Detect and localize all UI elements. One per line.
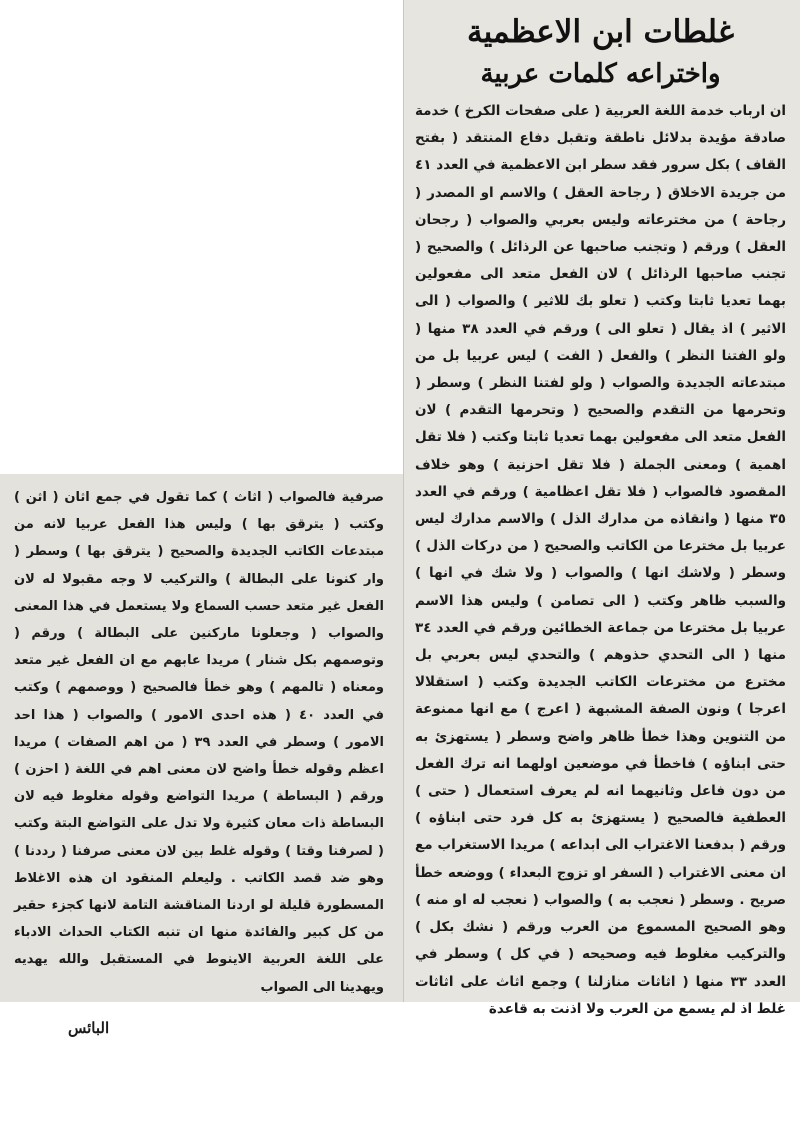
article-column-left bbox=[0, 474, 406, 1037]
article-subtitle: واختراعه كلمات عربية bbox=[480, 59, 721, 89]
author-signature: البائس bbox=[68, 1018, 110, 1037]
article-body-left: صرفية فالصواب ( اثاث ) كما تقول في جمع اثان ( اثن ) وكتب ( يترقق بها ) وليس هذا الفعل عربيا لانه من مبتدعات الكاتب الجديدة والصحيح ( يترقق بها ) وسطر ( وار كنونا على البطالة ) والتركيب لا وجه مقبولا له لان الفعل غير متعد حسب السماع ولا يستعمل في هذا المعنى والصواب ( وجعلونا ماركنين على البطالة ) ورقم ( وتوصمهم بكل شنار ) مريدا عابهم مع ان الفعل غير متعد ومعناه ( تالمهم ) وهو خطأ فالصحيح ( ووصمهم ) وكتب في العدد ٤٠ ( هذه احدى الامور ) والصواب ( هذا احد الامور ) وسطر في العدد ٣٩ ( من اهم الصفات ) مريدا اعظم وقوله خطأ واضح لان معنى اهم في اللغة ( احزن ) ورقم ( البساطة ) مريدا التواضع وقوله مغلوط فيه لان البساطة ذات معان كثيرة ولا تدل على التواضع البتة وكتب ( لصرفنا وقتا ) وقوله غلط بين لان معنى صرفنا ( رددنا ) وهو ضد قصد الكاتب . وليعلم المنقود ان هذه الاغلاط المسطورة قليلة لو اردنا المناقشة التامة لانها كجزء حقير من كل كبير والفائدة منها ان تنبه الكتاب الحداث الادباء على اللغة العربية الاينوط في المستقبل والله يهديه ويهدينا الى الصواب bbox=[14, 490, 384, 995]
article-column-right bbox=[403, 0, 800, 1017]
article-title: غلطات ابن الاعظمية bbox=[466, 14, 735, 50]
article-body-right: ان ارباب خدمة اللغة العربية ( على صفحات الكرخ ) خدمة صادقة مؤيدة بدلائل ناطقة وتقبل دفاع المنتقد ( بفتح القاف ) بكل سرور فقد سطر ابن الاعظمية في العدد ٤١ من جريدة الاخلاق ( رجاحة العقل ) والاسم او المصدر ( رجاحة ) من مخترعاته وليس بعربي والصواب ( رجحان العقل ) ورقم ( وتجنب صاحبها عن الرذائل ) والصحيح ( تجنب صاحبها الرذائل ) لان الفعل متعد الى مفعولين بهما تعديا ثابتا وكتب ( تعلو بك للاثير ) والصواب ( الى الاثير ) اذ يقال ( تعلو الى ) ورقم في العدد ٣٨ منها ( ولو الفتنا النظر ) والفعل ( الفت ) ليس عربيا بل من مبتدعاته الجديدة والصواب ( ولو لفتنا النظر ) وسطر ( وتحرمها من التقدم والصحيح ( وتحرمها التقدم ) لان الفعل متعد الى مفعولين بهما تعديا ثابتا وكتب ( فلا تقل اهمية ) ومعنى الجملة ( فلا تقل احزنية ) وهو خلاف المقصود فالصواب ( فلا تقل اعظامية ) ورقم في العدد ٣٥ منها ( وانقاذه من مدارك الذل ) والاسم مدارك ليس عربيا بل مخترعا من الكاتب والصحيح ( من دركات الذل ) وسطر ( ولاشك انها ) والصواب ( ولا شك في انها ) والسبب ظاهر وكتب ( الى تصامن ) وليس هذا الاسم عربيا بل مخترعا من جماعة الخطائين ورقم في العدد ٣٤ منها ( الى التحدي حذوهم ) والتحدي ليس بعربي بل مخترع من مخترعات الكاتب الجديدة وكتب ( استقلالا اعرجا ) ونون الصفة المشبهة ( اعرج ) مع انها ممنوعة من التنوين وهذا خطأ ظاهر واضح وسطر ( يستهزئ به حتى ابناؤه ) فاخطأ في موضعين اولهما انه ترك الفعل من دون فاعل وثانيهما انه لم يعرف استعمال ( حتى ) العطفية فالصحيح ( يستهزئ به كل فرد حتى ابناؤه ) ورقم ( بدفعنا الاغتراب الى ابداعه ) مريدا الاستغراب مع ان معنى الاغتراب ( السفر او تزوج البعداء ) ووضعه خطأ صريح . وسطر ( نعجب به ) والصواب ( نعجب له او منه ) وهو الصحيح المسموع من العرب ورقم ( نشك بكل ) والتركيب مغلوط فيه وصحيحه ( في كل ) وسطر في العدد ٣٣ منها ( اثاثات منازلنا ) وجمع اثاث على اثاثات غلط اذ لم يسمع من العرب ولا اذنت به قاعدة bbox=[415, 103, 787, 1017]
